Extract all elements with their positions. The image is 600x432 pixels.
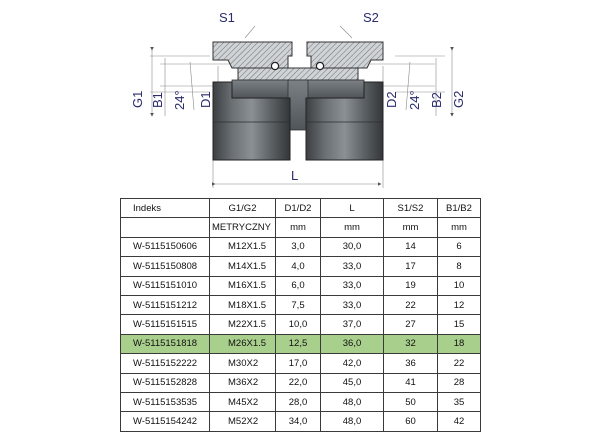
table-cell: W-5115151212: [121, 295, 210, 314]
label-angle-left: 24°: [172, 90, 187, 110]
table-cell: 48,0: [321, 392, 384, 411]
table-cell: M16X1.5: [210, 276, 276, 295]
table-row: [121, 315, 481, 334]
table-cell: 33,0: [321, 295, 384, 314]
table-cell: 4,0: [276, 257, 321, 276]
table-cell: 6,0: [276, 276, 321, 295]
table-row: [121, 334, 481, 353]
table-cell: 15: [438, 315, 481, 334]
table-cell: M36X2: [210, 373, 276, 392]
table-row: [121, 392, 481, 411]
table-cell: 36: [384, 354, 438, 373]
table-cell: M12X1.5: [210, 237, 276, 256]
table-cell: 33,0: [321, 257, 384, 276]
label-g2: G2: [451, 90, 466, 108]
label-s2: S2: [363, 10, 379, 25]
table-row: [121, 412, 481, 431]
table-cell: 19: [384, 276, 438, 295]
table-cell: 45,0: [321, 373, 384, 392]
table-cell: 33,0: [321, 276, 384, 295]
table-cell: 28: [438, 373, 481, 392]
table-units-row: [121, 218, 481, 237]
table-cell: W-5115152828: [121, 373, 210, 392]
table-row: [121, 295, 481, 314]
unit-cell: mm: [438, 218, 481, 237]
table-cell: 37,0: [321, 315, 384, 334]
dimensions-table: [120, 198, 481, 432]
table-cell: 42: [438, 412, 481, 431]
table-cell: 22: [438, 354, 481, 373]
column-header: D1/D2: [276, 199, 321, 218]
unit-cell: [121, 218, 210, 237]
label-d1: D1: [198, 91, 213, 108]
column-header: S1/S2: [384, 199, 438, 218]
table-cell: 35: [438, 392, 481, 411]
fitting-technical-drawing: [0, 0, 600, 196]
table-cell: 28,0: [276, 392, 321, 411]
table-cell: 10,0: [276, 315, 321, 334]
unit-cell: METRYCZNY: [210, 218, 276, 237]
table-cell: 22: [384, 295, 438, 314]
table-cell: 14: [384, 237, 438, 256]
table-cell: 30,0: [321, 237, 384, 256]
table-cell: 3,0: [276, 237, 321, 256]
label-b2: B2: [429, 92, 444, 108]
table-cell: W-5115151515: [121, 315, 210, 334]
table-cell: 10: [438, 276, 481, 295]
table-cell: 27: [384, 315, 438, 334]
table-cell: 41: [384, 373, 438, 392]
table-cell: M30X2: [210, 354, 276, 373]
table-cell: W-5115150606: [121, 237, 210, 256]
table-cell: W-5115153535: [121, 392, 210, 411]
table-cell: 17: [384, 257, 438, 276]
table-cell: 22,0: [276, 373, 321, 392]
table-cell: 36,0: [321, 334, 384, 353]
table-row: [121, 237, 481, 256]
table-cell: 60: [384, 412, 438, 431]
table-cell: M22X1.5: [210, 315, 276, 334]
table-cell: 12: [438, 295, 481, 314]
table-cell: W-5115152222: [121, 354, 210, 373]
table-cell: W-5115151818: [121, 334, 210, 353]
table-row: [121, 354, 481, 373]
table-cell: 18: [438, 334, 481, 353]
table-row: [121, 373, 481, 392]
column-header: L: [321, 199, 384, 218]
column-header: G1/G2: [210, 199, 276, 218]
table-cell: 12,5: [276, 334, 321, 353]
label-length: L: [291, 168, 299, 183]
o-ring-left: [271, 62, 278, 69]
tube-section: [238, 68, 358, 80]
table-cell: W-5115151010: [121, 276, 210, 295]
table-cell: M14X1.5: [210, 257, 276, 276]
column-header: B1/B2: [438, 199, 481, 218]
table-row: [121, 257, 481, 276]
o-ring-right: [316, 62, 323, 69]
table-cell: M45X2: [210, 392, 276, 411]
label-s1: S1: [219, 10, 235, 25]
table-cell: M52X2: [210, 412, 276, 431]
table-header-row: [121, 199, 481, 218]
table-cell: 7,5: [276, 295, 321, 314]
table-cell: M18X1.5: [210, 295, 276, 314]
unit-cell: mm: [384, 218, 438, 237]
table-row: [121, 276, 481, 295]
table-cell: M26X1.5: [210, 334, 276, 353]
table-cell: 42,0: [321, 354, 384, 373]
label-g1: G1: [130, 90, 145, 108]
fitting-neck: [288, 80, 308, 130]
column-header: Indeks: [121, 199, 210, 218]
table-cell: 34,0: [276, 412, 321, 431]
table-cell: 8: [438, 257, 481, 276]
label-b1: B1: [150, 92, 165, 108]
label-angle-right: 24°: [407, 90, 422, 110]
table-cell: 48,0: [321, 412, 384, 431]
unit-cell: mm: [321, 218, 384, 237]
table-cell: 6: [438, 237, 481, 256]
unit-cell: mm: [276, 218, 321, 237]
label-d2: D2: [384, 91, 399, 108]
table-cell: W-5115154242: [121, 412, 210, 431]
table-cell: 32: [384, 334, 438, 353]
table-cell: 17,0: [276, 354, 321, 373]
table-cell: W-5115150808: [121, 257, 210, 276]
table-cell: 50: [384, 392, 438, 411]
